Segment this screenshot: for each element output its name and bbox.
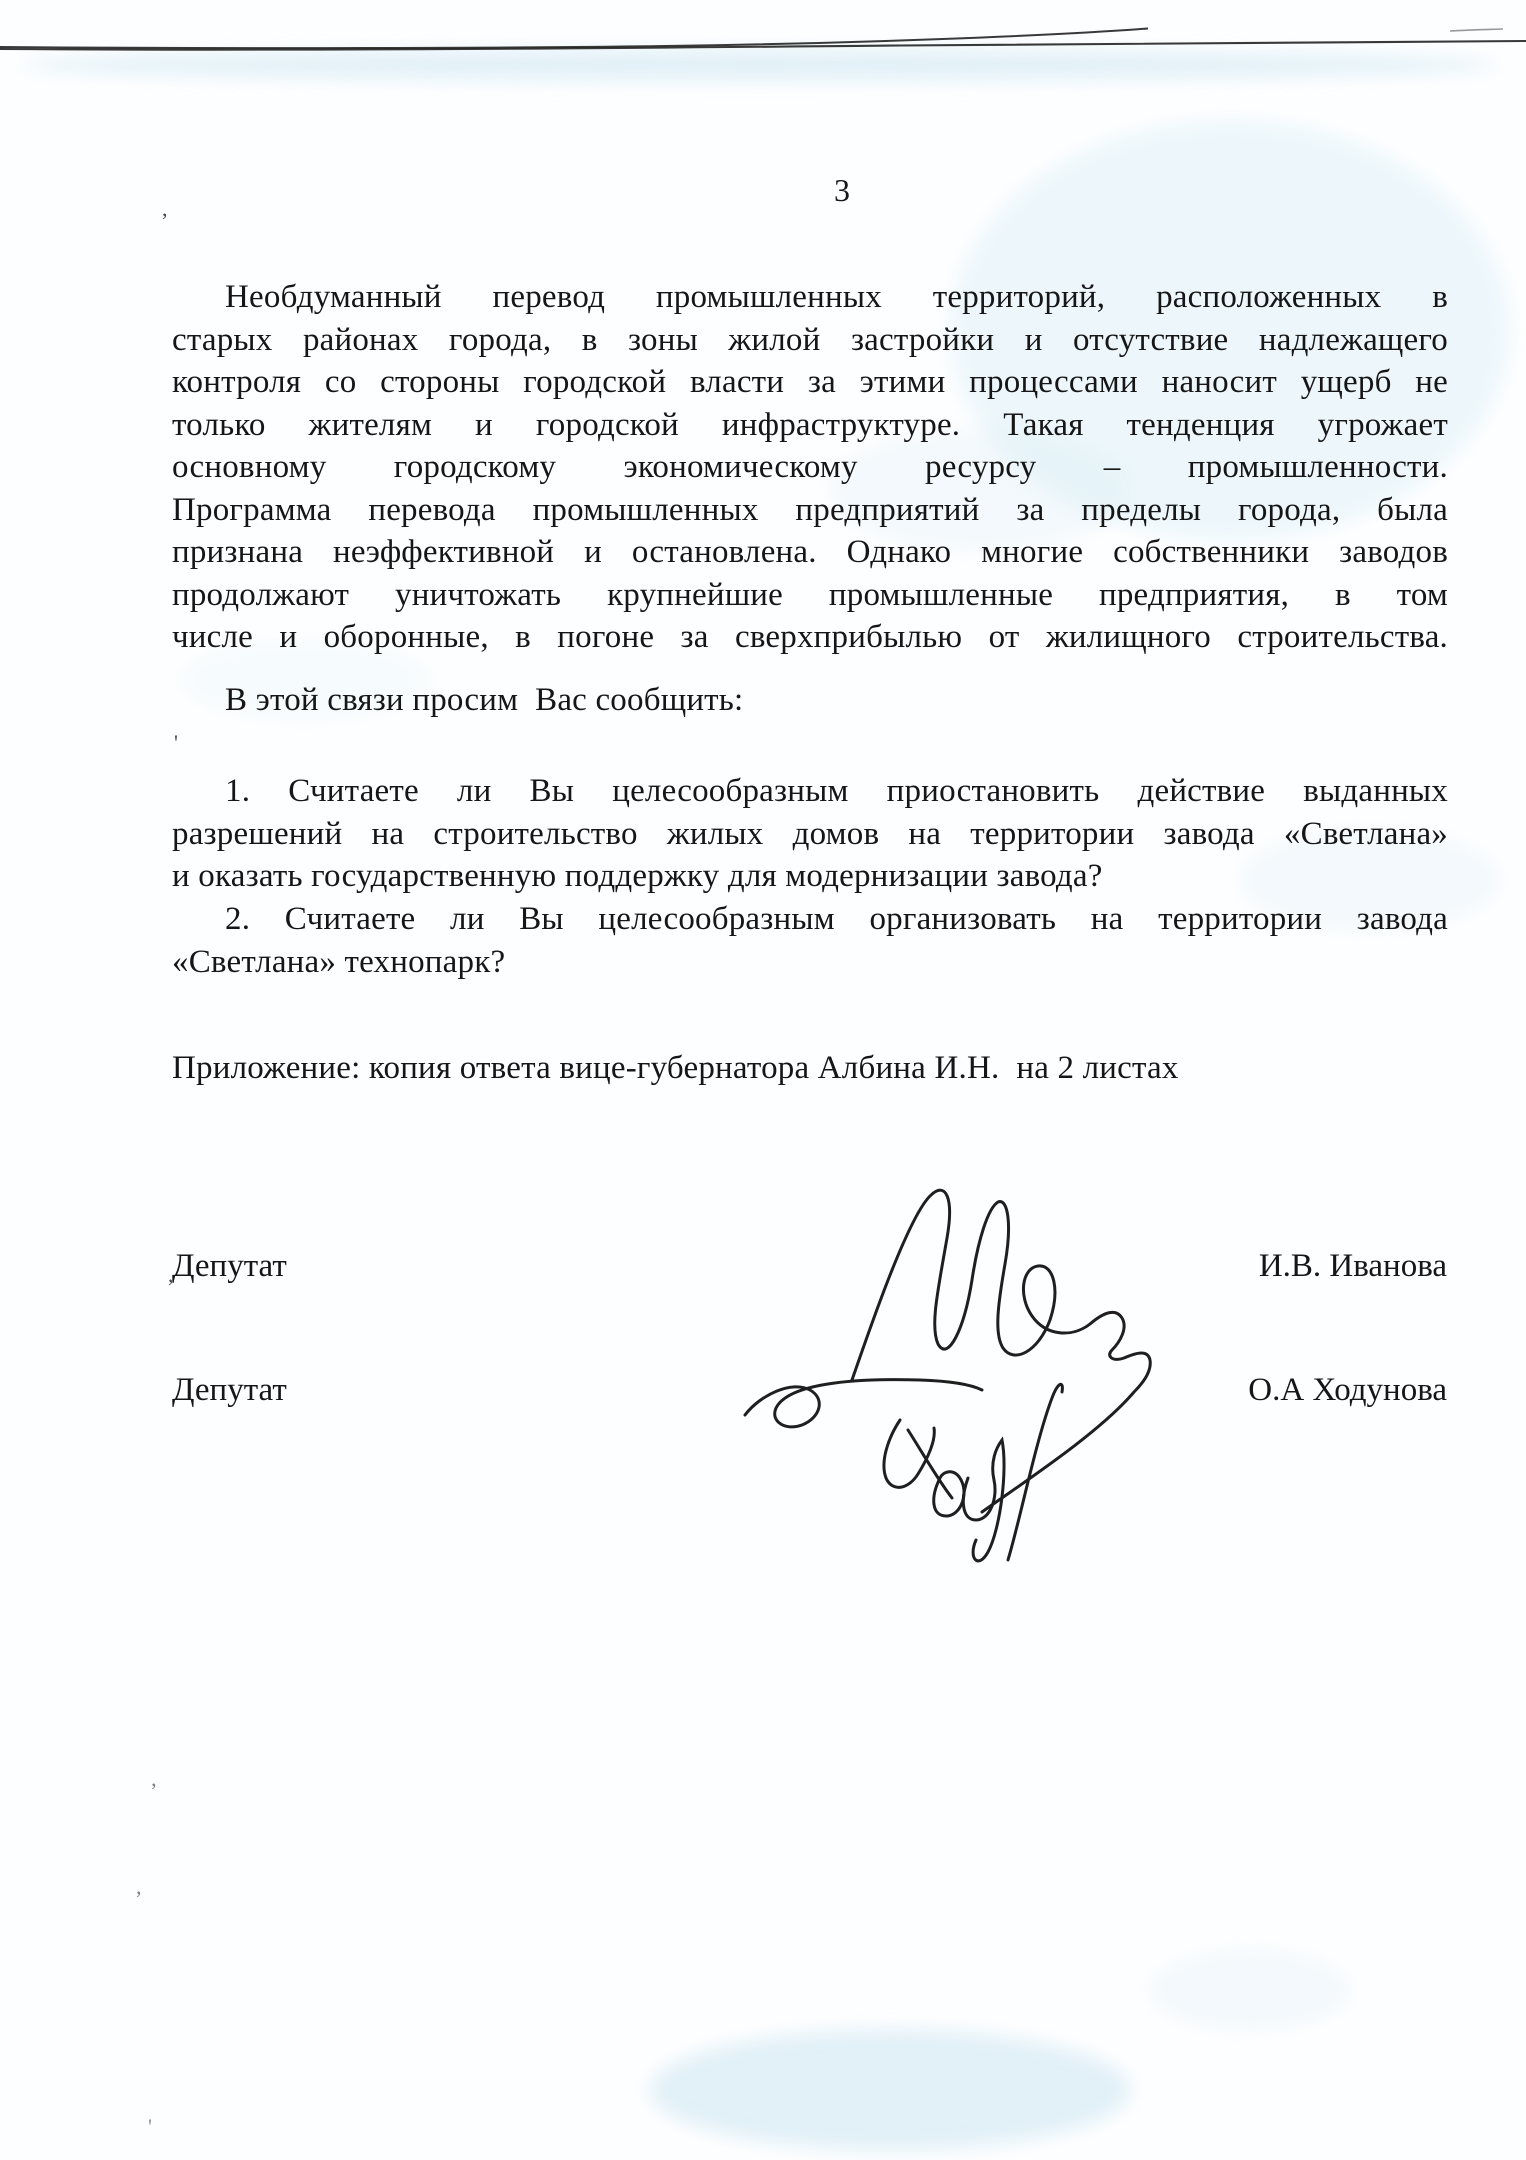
body-line: 1. Считаете ли Вы целесообразным приостановить действие выданных bbox=[225, 773, 1448, 809]
scan-speck: , bbox=[168, 1262, 174, 1287]
body-line: основному городскому экономическому ресурсу – промышленности. bbox=[172, 449, 1448, 485]
body-line: только жителям и городской инфраструктуре. Такая тенденция угрожает bbox=[172, 406, 1448, 443]
question-1 bbox=[172, 770, 1448, 898]
body-line: продолжают уничтожать крупнейшие промышленные предприятия, в том bbox=[172, 576, 1448, 613]
scan-speck: ’ bbox=[150, 1778, 158, 1803]
page-number: 3 bbox=[834, 172, 850, 208]
signatory-role-1: Депутат bbox=[172, 1248, 287, 1284]
body-line: разрешений на строительство жилых домов на территории завода «Светлана» bbox=[172, 815, 1448, 852]
body-line: признана неэффективной и остановлена. Однако многие собственники заводов bbox=[172, 534, 1448, 570]
scan-speck: ' bbox=[148, 2114, 152, 2139]
scan-fold-lines bbox=[0, 0, 1526, 95]
signature-ivanova-handwriting bbox=[852, 1190, 1150, 1512]
body-line: контроля со стороны городской власти за этими процессами наносит ущерб не bbox=[172, 364, 1448, 400]
signatory-role-2: Депутат bbox=[172, 1372, 287, 1408]
body-line: старых районах города, в зоны жилой застройки и отсутствие надлежащего bbox=[172, 321, 1448, 358]
body-line: Программа перевода промышленных предприятий за пределы города, была bbox=[172, 491, 1448, 528]
scan-speck: ' bbox=[174, 730, 178, 755]
signature-khodunova-handwriting bbox=[745, 1380, 1062, 1561]
body-line: 2. Считаете ли Вы целесообразным организовать на территории завода bbox=[225, 901, 1448, 937]
scan-speck: , bbox=[162, 196, 168, 221]
paragraph-industrial-territories bbox=[172, 276, 1448, 659]
signatory-name-ivanova: И.В. Иванова bbox=[1258, 1248, 1447, 1284]
attachment-note bbox=[172, 1047, 1448, 1090]
request-intro bbox=[172, 679, 1448, 722]
body-line: числе и оборонные, в погоне за сверхприбылью от жилищного строительства. bbox=[172, 619, 1448, 655]
scan-tint-bottom-right bbox=[1150, 1950, 1350, 2030]
question-2 bbox=[172, 898, 1448, 983]
body-line: Необдуманный перевод промышленных территорий, расположенных в bbox=[225, 279, 1448, 315]
body-line: «Светлана» технопарк? bbox=[172, 943, 506, 980]
body-line: Приложение: копия ответа вице-губернатора Албина И.Н. на 2 листах bbox=[172, 1050, 1179, 1086]
scan-speck: , bbox=[136, 1874, 142, 1899]
signatory-name-khodunova: О.А Ходунова bbox=[1248, 1372, 1447, 1408]
body-line: и оказать государственную поддержку для модернизации завода? bbox=[172, 858, 1103, 894]
body-line: В этой связи просим Вас сообщить: bbox=[225, 682, 744, 718]
scan-tint-bottom-center bbox=[650, 2030, 1130, 2150]
